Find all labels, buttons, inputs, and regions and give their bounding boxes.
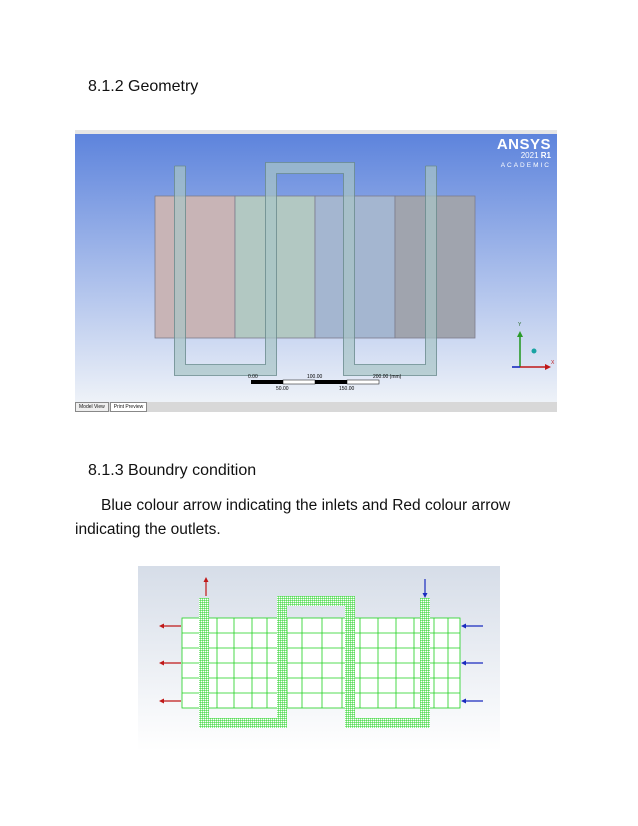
boundary-description: Blue colour arrow indicating the inlets and Red colour arrow indicating the outlets. bbox=[75, 497, 511, 538]
mesh-grid bbox=[182, 618, 460, 708]
logo-brand: ANSYS bbox=[496, 136, 551, 153]
scale-bar bbox=[251, 380, 379, 384]
mesh-viewport bbox=[138, 566, 500, 751]
view-tabs bbox=[75, 402, 148, 412]
section-title-geometry: 8.1.2 Geometry bbox=[88, 78, 199, 95]
scale-label-150: 150.00 bbox=[339, 386, 355, 392]
axis-y-label: Y bbox=[518, 322, 522, 328]
plate-1 bbox=[155, 196, 235, 338]
scale-label-0: 0.00 bbox=[248, 374, 258, 380]
tab-model-view[interactable]: Model View bbox=[75, 402, 109, 412]
logo-edition: ACADEMIC bbox=[500, 162, 551, 169]
window-titlebar bbox=[75, 130, 557, 134]
axis-x-label: X bbox=[551, 360, 555, 366]
tab-print-preview[interactable]: Print Preview bbox=[110, 402, 147, 412]
ansys-logo bbox=[497, 136, 551, 169]
scale-label-200: 200.00 (mm) bbox=[373, 374, 402, 380]
geometry-figure bbox=[75, 130, 557, 412]
geometry-viewport bbox=[75, 130, 557, 412]
section-title-boundary: 8.1.3 Boundry condition bbox=[88, 462, 257, 479]
scale-label-50: 50.00 bbox=[276, 386, 289, 392]
plate-3 bbox=[315, 196, 395, 338]
logo-version: 2021 R1 bbox=[520, 151, 551, 160]
scale-label-100: 100.00 bbox=[307, 374, 323, 380]
mesh-figure bbox=[138, 566, 500, 751]
